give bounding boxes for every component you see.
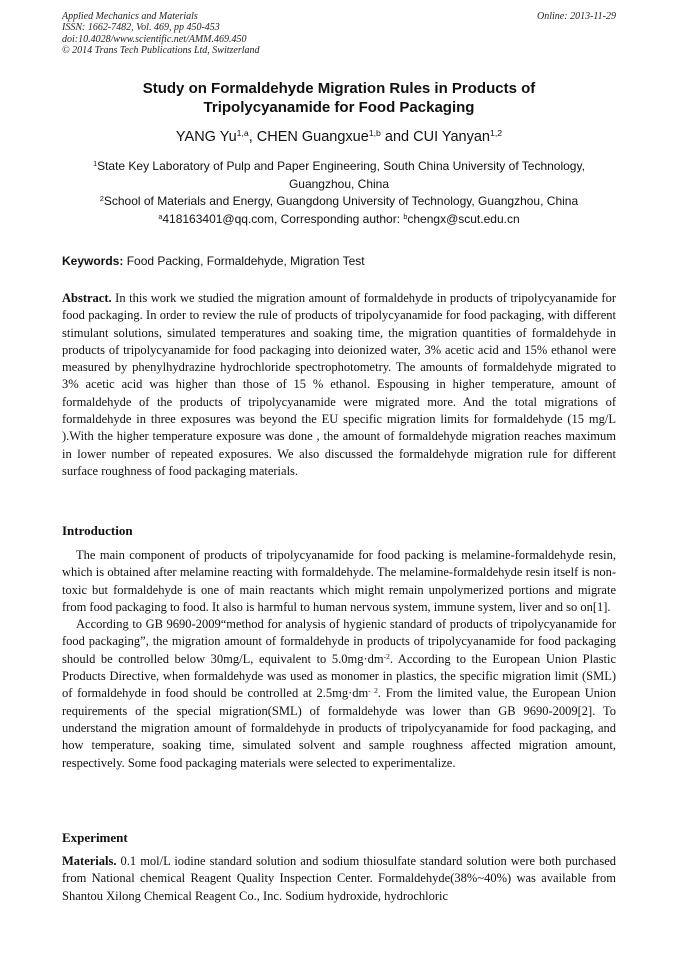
affiliation-1-line-1: State Key Laboratory of Pulp and Paper Engineering, South China University of Technology, xyxy=(97,159,585,173)
keywords xyxy=(62,253,616,269)
author-3-affiliation: 1,2 xyxy=(489,128,503,139)
abstract xyxy=(62,290,616,480)
materials-label: Materials. xyxy=(62,854,117,868)
email-a: 418163401@qq.com, Corresponding author: xyxy=(162,211,404,226)
materials-paragraph xyxy=(62,853,616,905)
paper-title xyxy=(62,79,616,117)
author-2-affiliation: 1,b xyxy=(368,128,381,139)
affiliation-2-marker: 2 xyxy=(99,194,104,204)
intro-p2-superscript-1: -2 xyxy=(383,651,390,661)
doi-line: doi:10.4028/www.scientific.net/AMM.469.450 xyxy=(62,33,247,45)
author-1: YANG Yu xyxy=(175,129,237,145)
intro-p2-part-2: . According to the European Union Plastic Products Directive, when formaldehyde was used as monomer in plastics, the specific migration limit (SML) of formaldehyde in food should be controlled at 2.5mg·dm xyxy=(62,651,616,701)
abstract-label: Abstract. xyxy=(62,291,112,305)
experiment-heading: Experiment xyxy=(62,830,128,845)
introduction-heading: Introduction xyxy=(62,523,133,538)
author-1-affiliation: 1,a xyxy=(236,128,249,139)
experiment-body xyxy=(62,853,616,905)
title-line-1: Study on Formaldehyde Migration Rules in Products of xyxy=(142,80,536,97)
affiliation-1-marker: 1 xyxy=(93,159,98,169)
affiliation-1-line-2: Guangzhou, China xyxy=(288,176,390,191)
introduction-paragraph-1: The main component of products of tripolycyanamide for food packing is melamine-formaldehyde resin, which is obtained after melamine reacting with formaldehyde. The melamine-formaldehyde resin itself is non-toxic but formaldehyde is one of main reactants which might remain unpolymerized portions and migrate from food packaging to food. It also is harmful to human nervous system, immune system, liver and so on[1]. xyxy=(62,548,616,614)
intro-p2-part-1: According to GB 9690-2009“method for analysis of hygienic standard of products of tripolycyanamide for food packaging”, the migration amount of formaldehyde in products of tripolycyanamide for food packaging should be controlled below 30mg/L, equivalent to 5.0mg·dm xyxy=(62,617,616,666)
author-2: CHEN Guangxue xyxy=(256,129,369,145)
author-list xyxy=(62,128,616,146)
author-separator: , xyxy=(248,129,257,145)
email-b-marker: b xyxy=(403,211,408,221)
author-separator: and xyxy=(380,129,414,145)
intro-p2-part-3: . From the limited value, the European Union requirements of the special migration(SML) of formaldehyde was lower than GB 9690-2009[2]. To understand the migration amount of formaldehyde in products of tripolycyanamide for food packaging, and how temperature, soaking time, simulated solvent and sample roughness affected migration amount, respectively. Some food packaging materials were selected to experimentalize. xyxy=(62,686,617,770)
affiliation-1 xyxy=(62,158,616,176)
introduction-paragraph-2 xyxy=(62,616,616,772)
issn-line: ISSN: 1662-7482, Vol. 469, pp 450-453 xyxy=(62,22,220,34)
affiliation-2 xyxy=(62,193,616,211)
title-line-2: Tripolycyanamide for Food Packaging xyxy=(203,99,475,116)
email-line xyxy=(62,211,616,229)
journal-header xyxy=(62,11,616,57)
introduction-body xyxy=(62,547,616,772)
email-a-marker: a xyxy=(158,211,163,221)
keywords-text: Food Packing, Formaldehyde, Migration Test xyxy=(123,254,365,268)
intro-p2-superscript-2: - 2 xyxy=(368,686,378,696)
abstract-text: In this work we studied the migration amount of formaldehyde in products of tripolycyanamide for food packaging. In order to review the rule of products of tripolycyanamide for food packaging, with different stimulant solutions, simulated temperatures and soaking time, the migration quantities of formaldehyde in products of tripolycyanamide for food packaging into deionized water, 3% acetic acid and 15% ethanol were measured by phenylhydrazine hydrochloride spectrophotometry. The amounts of formaldehyde migrated to 3% acetic acid was higher than those of 15 % ethanol. Espousing in higher temperature, amount of formaldehyde of the products of tripolycyanamide were migrated more. And the total migrations of formaldehyde in three exposures was beyond the EU specific migration limits for formaldehyde (15 mg/L ).With the higher temperature exposure was done , the amount of formaldehyde migration reaches maximum in lower number of repeated exposures. We also discussed the formaldehyde migration rule for different surface roughness of food packaging materials. xyxy=(62,291,616,478)
materials-text: 0.1 mol/L iodine standard solution and sodium thiosulfate standard solution were both purchased from National chemical Reagent Quality Inspection Center. Formaldehyde(38%~40%) was available from Shantou Xilong Chemical Reagent Co., Inc. Sodium hydroxide, hydrochloric xyxy=(62,854,616,903)
keywords-label: Keywords: xyxy=(62,254,124,268)
affiliations xyxy=(62,158,616,228)
email-b: chengx@scut.edu.cn xyxy=(407,211,520,226)
journal-name: Applied Mechanics and Materials xyxy=(62,11,198,22)
copyright-line: © 2014 Trans Tech Publications Ltd, Switzerland xyxy=(62,45,260,57)
online-date: Online: 2013-11-29 xyxy=(537,11,616,22)
author-3: CUI Yanyan xyxy=(413,129,490,145)
affiliation-2-text: School of Materials and Energy, Guangdong University of Technology, Guangzhou, China xyxy=(103,194,579,209)
